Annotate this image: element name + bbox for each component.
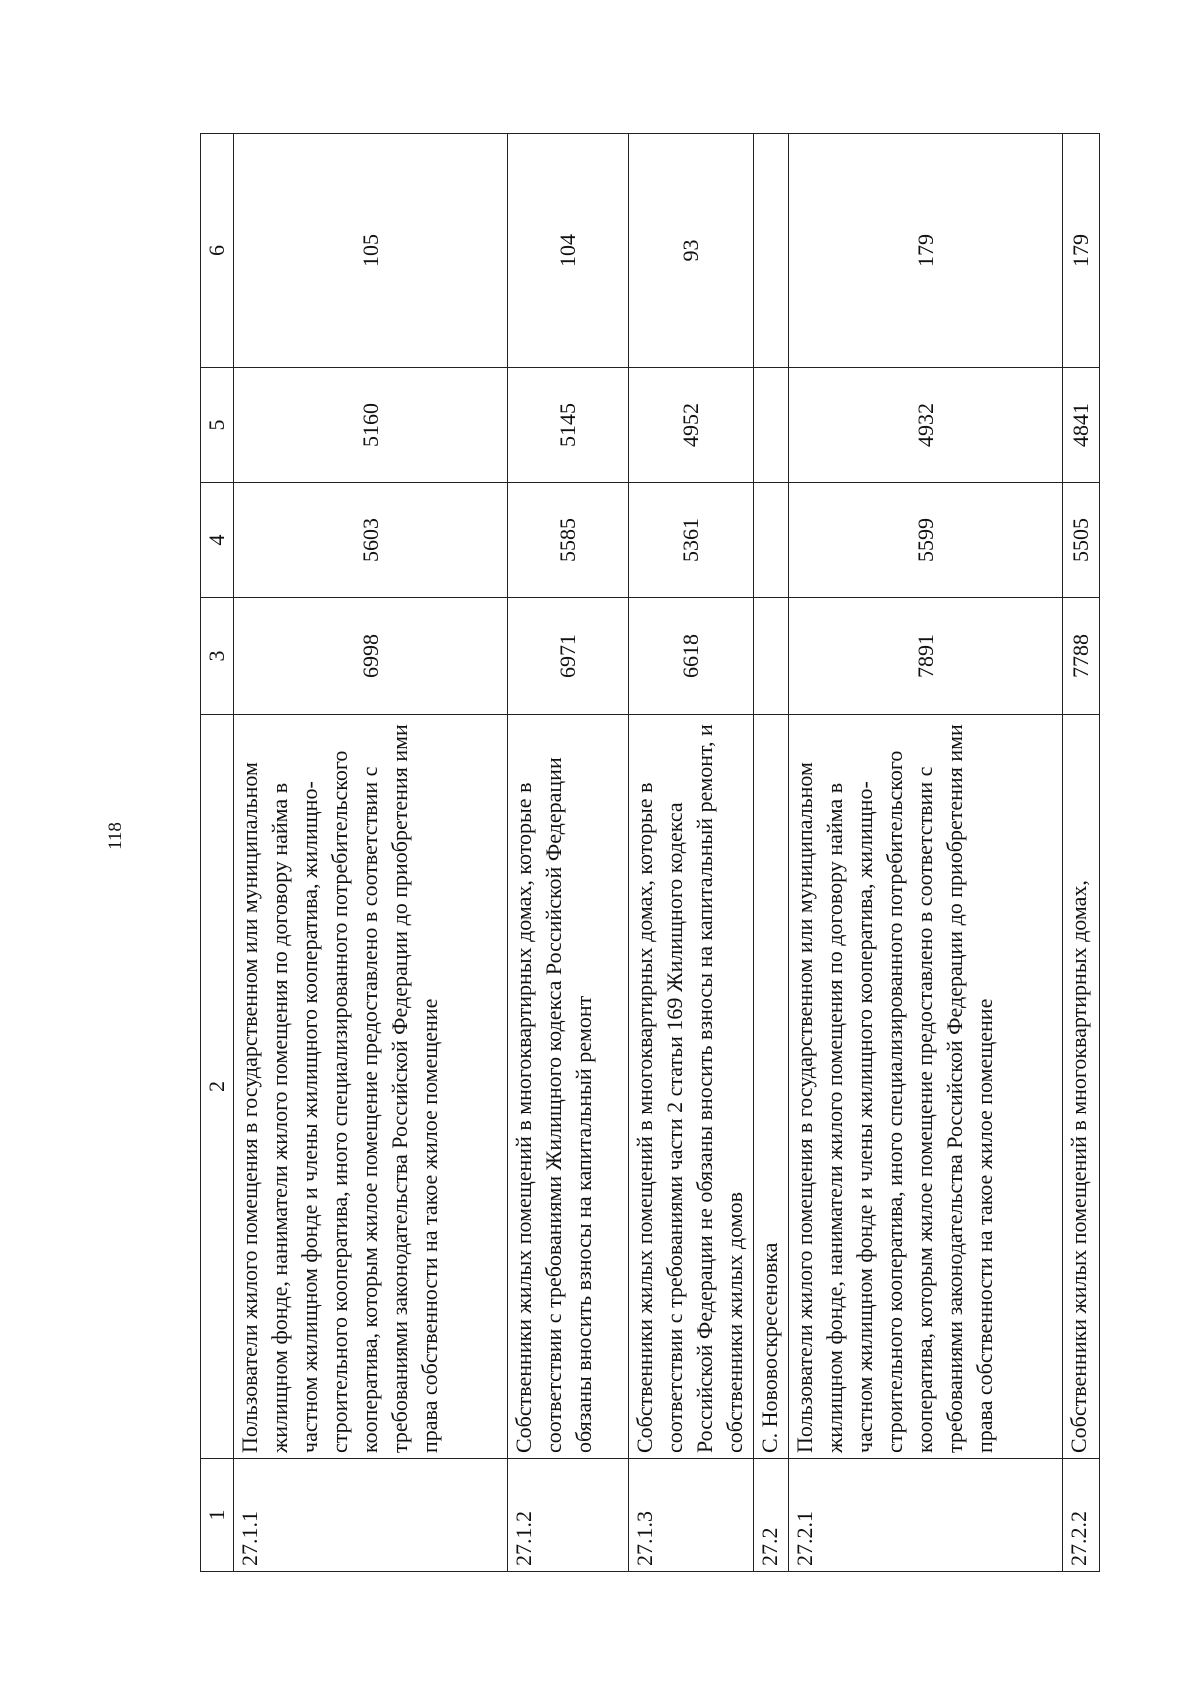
value-col-4	[754, 483, 789, 598]
value-col-5: 5145	[508, 368, 629, 483]
value-col-4: 5505	[1063, 483, 1100, 598]
value-col-3: 7891	[789, 598, 1063, 715]
value-col-6: 93	[628, 134, 754, 368]
row-code: 27.2	[754, 1459, 789, 1572]
column-header-5: 5	[201, 368, 234, 483]
value-col-4: 5603	[234, 483, 508, 598]
row-code: 27.1.3	[628, 1459, 754, 1572]
value-col-6	[754, 134, 789, 368]
value-col-4: 5585	[508, 483, 629, 598]
column-header-2: 2	[201, 715, 234, 1459]
value-col-5: 4932	[789, 368, 1063, 483]
value-col-3: 6998	[234, 598, 508, 715]
table-row	[628, 134, 754, 1572]
value-col-3: 7788	[1063, 598, 1100, 715]
header-row	[201, 134, 234, 1572]
value-col-3	[754, 598, 789, 715]
value-col-6: 179	[789, 134, 1063, 368]
page-number: 118	[105, 822, 126, 850]
row-code: 27.2.1	[789, 1459, 1063, 1572]
column-header-3: 3	[201, 598, 234, 715]
table-row	[789, 134, 1063, 1572]
value-col-5: 4952	[628, 368, 754, 483]
row-description: Собственники жилых помещений в многоквартирных домах, которые в соответствии с требованиями Жилищного кодекса Российской Федерации обязаны вносить взносы на капитальный ремонт	[508, 715, 629, 1459]
value-col-5: 5160	[234, 368, 508, 483]
column-header-4: 4	[201, 483, 234, 598]
row-description: С. Нововоскресеновка	[754, 715, 789, 1459]
row-description: Собственники жилых помещений в многоквартирных домах, которые в соответствии с требованиями части 2 статьи 169 Жилищного кодекса Российской Федерации не обязаны вносить взносы на капитальный ремонт, и собственники жилых домов	[628, 715, 754, 1459]
table-row	[754, 134, 789, 1572]
row-code: 27.1.1	[234, 1459, 508, 1572]
value-col-6: 105	[234, 134, 508, 368]
column-header-1: 1	[201, 1459, 234, 1572]
value-col-6: 179	[1063, 134, 1100, 368]
table-row	[234, 134, 508, 1572]
column-header-6: 6	[201, 134, 234, 368]
row-description: Собственники жилых помещений в многоквартирных домах,	[1063, 715, 1100, 1459]
value-col-3: 6618	[628, 598, 754, 715]
value-col-3: 6971	[508, 598, 629, 715]
table-row	[508, 134, 629, 1572]
data-table	[200, 133, 1100, 1572]
value-col-4: 5599	[789, 483, 1063, 598]
row-description: Пользователи жилого помещения в государственном или муниципальном жилищном фонде, наниматели жилого помещения по договору найма в частном жилищном фонде и члены жилищного кооператива, жилищно-строительного кооператива, иного специализированного потребительского кооператива, которым жилое помещение предоставлено в соответствии с требованиями законодательства Российской Федерации до приобретения ими права собственности на такое жилое помещение	[789, 715, 1063, 1459]
rotated-table-container	[200, 134, 1100, 1572]
value-col-6: 104	[508, 134, 629, 368]
value-col-5: 4841	[1063, 368, 1100, 483]
row-code: 27.2.2	[1063, 1459, 1100, 1572]
value-col-4: 5361	[628, 483, 754, 598]
table-row	[1063, 134, 1100, 1572]
value-col-5	[754, 368, 789, 483]
row-description: Пользователи жилого помещения в государственном или муниципальном жилищном фонде, наниматели жилого помещения по договору найма в частном жилищном фонде и члены жилищного кооператива, жилищно-строительного кооператива, иного специализированного потребительского кооператива, которым жилое помещение предоставлено в соответствии с требованиями законодательства Российской Федерации до приобретения ими права собственности на такое жилое помещение	[234, 715, 508, 1459]
row-code: 27.1.2	[508, 1459, 629, 1572]
